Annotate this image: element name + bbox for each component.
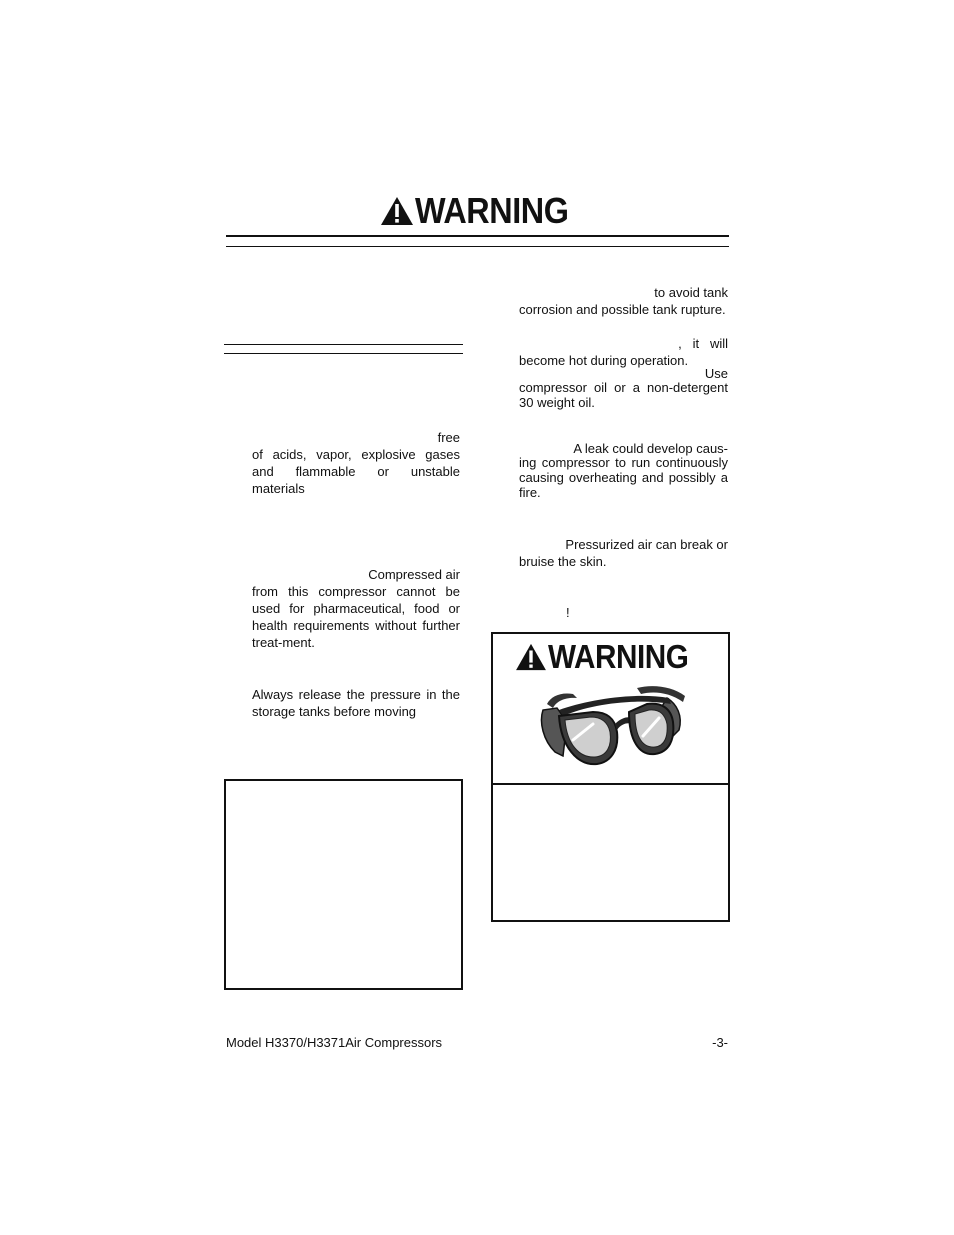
right-para-leak-body: ing compressor to run continuously causing overheating and possibly a fire. — [519, 455, 728, 500]
top-rule-thin — [226, 246, 729, 247]
right-para-hot-lead: , it will — [678, 336, 728, 351]
left-rule-top — [224, 344, 463, 345]
right-para-pressurized-body: bruise the skin. — [519, 554, 607, 569]
right-para-leak-lead: A leak could develop caus- — [573, 441, 728, 456]
right-exclaim: ! — [566, 605, 570, 620]
warning-triangle-icon — [515, 643, 547, 671]
left-para-compressed-lead: Compressed air — [368, 567, 460, 582]
right-para-tank-lead: to avoid tank — [654, 285, 728, 300]
glasses-warning-box — [491, 632, 730, 922]
right-para-pressurized-lead: Pressurized air can break or — [565, 537, 728, 552]
right-para-oil-body: compressor oil or a non-detergent 30 weight oil. — [519, 380, 728, 410]
glasses-warning-heading — [515, 640, 704, 674]
safety-glasses-icon — [537, 682, 687, 772]
top-warning-heading — [380, 192, 586, 230]
left-notice-box — [224, 779, 463, 990]
warning-title: WARNING — [415, 190, 569, 231]
left-para-release-body: Always release the pressure in the storage tanks before moving — [252, 687, 460, 719]
glasses-box-divider — [493, 783, 728, 785]
right-para-tank-body: corrosion and possible tank rupture. — [519, 302, 726, 317]
right-para-hot-body: become hot during operation. — [519, 353, 689, 368]
left-para-free-lead: free — [437, 430, 460, 445]
footer-model: Model H3370/H3371Air Compressors — [226, 1035, 443, 1050]
left-para-compressed-body: from this compressor cannot be used for pharmaceutical, food or health requirements without further treat-ment. — [252, 584, 460, 650]
warning-triangle-icon — [380, 196, 414, 226]
right-para-oil-lead: Use — [704, 366, 728, 381]
footer-page-number: -3- — [712, 1035, 728, 1050]
left-rule-bottom — [224, 353, 463, 354]
glasses-warning-title: WARNING — [548, 638, 689, 675]
top-rule-thick — [226, 235, 729, 237]
left-para-free-body: of acids, vapor, explosive gases and flammable or unstable materials — [252, 447, 460, 496]
